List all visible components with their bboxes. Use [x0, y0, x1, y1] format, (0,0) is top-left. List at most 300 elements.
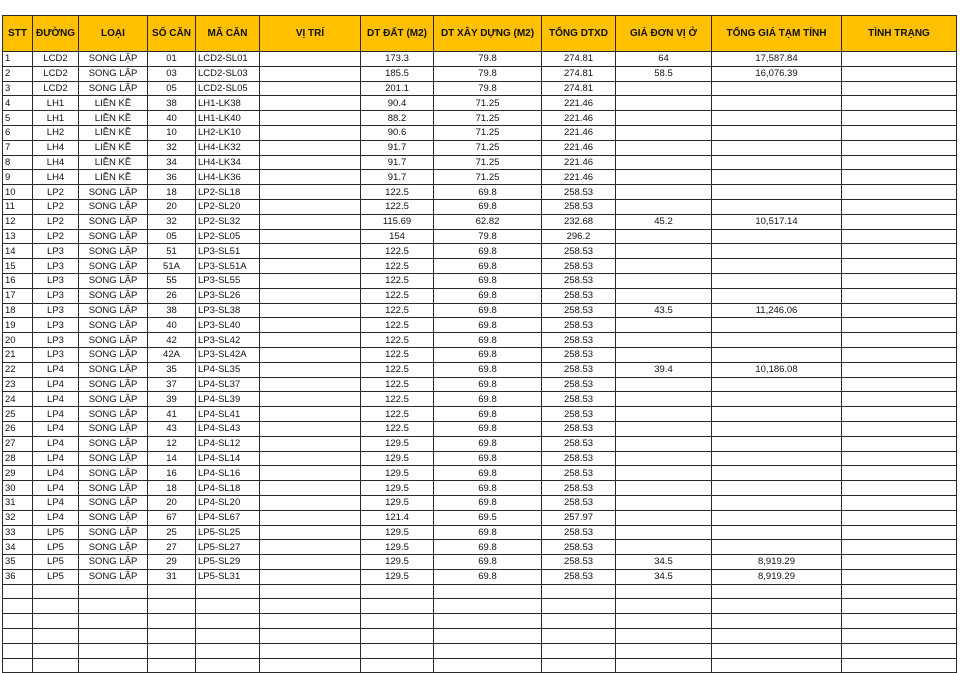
cell-duong: LH1	[33, 96, 79, 111]
cell-tong-dtxd: 258.53	[542, 569, 616, 584]
cell-loai: SONG LẬP	[79, 273, 148, 288]
cell-so-can	[148, 629, 196, 644]
cell-tinh-trang	[842, 629, 957, 644]
cell-tong-dtxd: 258.53	[542, 407, 616, 422]
cell-gia-don-vi	[616, 140, 712, 155]
cell-ma-can: LP5-SL25	[196, 525, 260, 540]
cell-gia-don-vi	[616, 244, 712, 259]
cell-tong-dtxd: 258.53	[542, 273, 616, 288]
cell-ma-can: LH1-LK38	[196, 96, 260, 111]
cell-loai: SONG LẬP	[79, 362, 148, 377]
cell-tong-dtxd: 258.53	[542, 347, 616, 362]
cell-gia-don-vi	[616, 155, 712, 170]
cell-duong	[33, 658, 79, 673]
table-row	[3, 495, 957, 510]
cell-tinh-trang	[842, 421, 957, 436]
cell-dt-xay-dung	[434, 599, 542, 614]
cell-so-can: 36	[148, 170, 196, 185]
cell-dt-dat: 129.5	[361, 451, 434, 466]
cell-duong: LP2	[33, 214, 79, 229]
cell-stt: 31	[3, 495, 33, 510]
table-row	[3, 481, 957, 496]
cell-so-can: 26	[148, 288, 196, 303]
table-row	[3, 259, 957, 274]
cell-gia-don-vi	[616, 125, 712, 140]
table-row	[3, 629, 957, 644]
cell-loai: SONG LẬP	[79, 214, 148, 229]
cell-tong-gia	[712, 599, 842, 614]
cell-tong-dtxd: 258.53	[542, 362, 616, 377]
cell-ma-can	[196, 584, 260, 599]
cell-ma-can: LP3-SL55	[196, 273, 260, 288]
cell-gia-don-vi	[616, 614, 712, 629]
cell-dt-dat: 122.5	[361, 392, 434, 407]
cell-vi-tri	[260, 495, 361, 510]
cell-stt	[3, 629, 33, 644]
cell-tong-dtxd: 221.46	[542, 170, 616, 185]
cell-loai: LIỀN KỀ	[79, 170, 148, 185]
cell-tong-dtxd: 258.53	[542, 525, 616, 540]
cell-tinh-trang	[842, 481, 957, 496]
cell-so-can: 51A	[148, 259, 196, 274]
cell-tong-gia: 8,919.29	[712, 555, 842, 570]
table-row	[3, 96, 957, 111]
cell-tong-gia: 11,246.06	[712, 303, 842, 318]
cell-tong-dtxd: 232.68	[542, 214, 616, 229]
cell-dt-dat: 88.2	[361, 111, 434, 126]
cell-loai	[79, 629, 148, 644]
cell-stt: 23	[3, 377, 33, 392]
cell-vi-tri	[260, 451, 361, 466]
cell-tinh-trang	[842, 52, 957, 67]
cell-gia-don-vi: 45.2	[616, 214, 712, 229]
cell-duong: LP3	[33, 333, 79, 348]
cell-tong-gia	[712, 466, 842, 481]
cell-so-can	[148, 584, 196, 599]
cell-dt-xay-dung: 71.25	[434, 140, 542, 155]
cell-loai: LIỀN KỀ	[79, 140, 148, 155]
cell-tong-gia	[712, 481, 842, 496]
cell-dt-dat: 122.5	[361, 362, 434, 377]
cell-loai	[79, 658, 148, 673]
cell-stt: 15	[3, 259, 33, 274]
cell-tong-gia	[712, 333, 842, 348]
cell-duong: LCD2	[33, 66, 79, 81]
cell-stt: 26	[3, 421, 33, 436]
cell-tong-gia	[712, 451, 842, 466]
cell-stt: 8	[3, 155, 33, 170]
cell-stt: 9	[3, 170, 33, 185]
cell-tinh-trang	[842, 584, 957, 599]
cell-vi-tri	[260, 436, 361, 451]
cell-dt-xay-dung: 69.8	[434, 495, 542, 510]
table-row	[3, 81, 957, 96]
cell-so-can: 27	[148, 540, 196, 555]
cell-so-can: 16	[148, 466, 196, 481]
cell-vi-tri	[260, 658, 361, 673]
cell-tong-gia	[712, 643, 842, 658]
table-row	[3, 229, 957, 244]
cell-duong: LP4	[33, 421, 79, 436]
cell-loai: SONG LẬP	[79, 347, 148, 362]
cell-dt-xay-dung: 69.8	[434, 451, 542, 466]
cell-tong-gia	[712, 155, 842, 170]
cell-dt-dat: 129.5	[361, 466, 434, 481]
cell-vi-tri	[260, 273, 361, 288]
cell-loai: SONG LẬP	[79, 259, 148, 274]
cell-vi-tri	[260, 347, 361, 362]
cell-loai: SONG LẬP	[79, 392, 148, 407]
cell-stt: 13	[3, 229, 33, 244]
cell-dt-xay-dung	[434, 629, 542, 644]
cell-tong-gia	[712, 421, 842, 436]
cell-ma-can: LP5-SL29	[196, 555, 260, 570]
cell-tinh-trang	[842, 495, 957, 510]
cell-duong: LP4	[33, 436, 79, 451]
cell-loai: SONG LẬP	[79, 436, 148, 451]
cell-dt-xay-dung: 71.25	[434, 155, 542, 170]
cell-duong: LH4	[33, 140, 79, 155]
cell-stt: 5	[3, 111, 33, 126]
cell-gia-don-vi: 64	[616, 52, 712, 67]
cell-tong-gia	[712, 111, 842, 126]
cell-dt-xay-dung: 69.8	[434, 436, 542, 451]
cell-duong: LP4	[33, 495, 79, 510]
cell-tong-dtxd: 258.53	[542, 466, 616, 481]
cell-ma-can: LCD2-SL03	[196, 66, 260, 81]
cell-ma-can: LP3-SL40	[196, 318, 260, 333]
cell-tong-dtxd	[542, 629, 616, 644]
cell-gia-don-vi	[616, 451, 712, 466]
cell-tong-dtxd: 258.53	[542, 481, 616, 496]
cell-dt-xay-dung: 71.25	[434, 170, 542, 185]
table-row	[3, 111, 957, 126]
cell-tinh-trang	[842, 614, 957, 629]
cell-stt: 4	[3, 96, 33, 111]
cell-dt-xay-dung: 79.8	[434, 229, 542, 244]
cell-vi-tri	[260, 421, 361, 436]
cell-loai: SONG LẬP	[79, 303, 148, 318]
cell-stt: 16	[3, 273, 33, 288]
table-row	[3, 362, 957, 377]
cell-gia-don-vi	[616, 111, 712, 126]
cell-stt: 21	[3, 347, 33, 362]
cell-tong-dtxd: 258.53	[542, 199, 616, 214]
cell-stt: 10	[3, 185, 33, 200]
cell-dt-xay-dung: 69.8	[434, 525, 542, 540]
cell-tong-gia	[712, 244, 842, 259]
cell-tong-dtxd: 221.46	[542, 111, 616, 126]
cell-dt-dat: 115.69	[361, 214, 434, 229]
cell-stt: 25	[3, 407, 33, 422]
cell-duong: LH2	[33, 125, 79, 140]
cell-ma-can: LH2-LK10	[196, 125, 260, 140]
table-row	[3, 407, 957, 422]
cell-dt-xay-dung: 71.25	[434, 96, 542, 111]
cell-dt-xay-dung: 69.8	[434, 288, 542, 303]
header-gia-don-vi: GIÁ ĐƠN VỊ Ở	[616, 16, 712, 52]
table-row	[3, 451, 957, 466]
cell-tong-gia	[712, 525, 842, 540]
cell-gia-don-vi	[616, 658, 712, 673]
cell-dt-xay-dung: 79.8	[434, 81, 542, 96]
cell-vi-tri	[260, 540, 361, 555]
cell-tong-gia	[712, 259, 842, 274]
cell-vi-tri	[260, 111, 361, 126]
cell-dt-dat	[361, 599, 434, 614]
cell-dt-dat	[361, 643, 434, 658]
cell-stt: 7	[3, 140, 33, 155]
cell-tong-gia	[712, 288, 842, 303]
cell-dt-dat: 129.5	[361, 525, 434, 540]
cell-ma-can: LCD2-SL05	[196, 81, 260, 96]
cell-tinh-trang	[842, 81, 957, 96]
cell-ma-can: LH4-LK32	[196, 140, 260, 155]
cell-duong	[33, 614, 79, 629]
cell-duong: LP4	[33, 392, 79, 407]
header-tong-gia: TỔNG GIÁ TẠM TÍNH	[712, 16, 842, 52]
cell-dt-xay-dung: 69.8	[434, 466, 542, 481]
cell-so-can: 32	[148, 140, 196, 155]
cell-gia-don-vi	[616, 407, 712, 422]
cell-duong: LCD2	[33, 52, 79, 67]
cell-tong-gia	[712, 407, 842, 422]
cell-loai: SONG LẬP	[79, 81, 148, 96]
header-tinh-trang: TÌNH TRẠNG	[842, 16, 957, 52]
cell-tong-dtxd: 258.53	[542, 436, 616, 451]
cell-gia-don-vi	[616, 81, 712, 96]
cell-vi-tri	[260, 481, 361, 496]
cell-so-can: 35	[148, 362, 196, 377]
table-row	[3, 244, 957, 259]
cell-loai: SONG LẬP	[79, 288, 148, 303]
cell-dt-xay-dung: 69.8	[434, 244, 542, 259]
cell-tinh-trang	[842, 333, 957, 348]
cell-tong-dtxd: 258.53	[542, 318, 616, 333]
cell-vi-tri	[260, 333, 361, 348]
cell-gia-don-vi	[616, 273, 712, 288]
cell-duong: LP3	[33, 288, 79, 303]
cell-tinh-trang	[842, 244, 957, 259]
table-row	[3, 421, 957, 436]
cell-so-can	[148, 643, 196, 658]
cell-ma-can	[196, 599, 260, 614]
cell-dt-xay-dung	[434, 614, 542, 629]
cell-dt-dat: 91.7	[361, 155, 434, 170]
cell-tinh-trang	[842, 140, 957, 155]
cell-tinh-trang	[842, 185, 957, 200]
cell-tinh-trang	[842, 658, 957, 673]
cell-vi-tri	[260, 362, 361, 377]
cell-stt: 33	[3, 525, 33, 540]
cell-loai: SONG LẬP	[79, 244, 148, 259]
cell-dt-xay-dung: 69.8	[434, 347, 542, 362]
cell-duong: LH4	[33, 155, 79, 170]
cell-stt: 24	[3, 392, 33, 407]
cell-tinh-trang	[842, 436, 957, 451]
cell-ma-can: LP4-SL20	[196, 495, 260, 510]
cell-stt: 22	[3, 362, 33, 377]
cell-tinh-trang	[842, 229, 957, 244]
cell-duong: LP3	[33, 273, 79, 288]
table-row	[3, 318, 957, 333]
cell-so-can: 10	[148, 125, 196, 140]
cell-ma-can: LP4-SL39	[196, 392, 260, 407]
cell-so-can: 05	[148, 229, 196, 244]
cell-dt-dat: 122.5	[361, 185, 434, 200]
table-row	[3, 303, 957, 318]
cell-stt: 27	[3, 436, 33, 451]
cell-loai: SONG LẬP	[79, 377, 148, 392]
cell-tong-gia: 10,517.14	[712, 214, 842, 229]
cell-dt-dat: 122.5	[361, 288, 434, 303]
cell-ma-can: LP4-SL18	[196, 481, 260, 496]
cell-loai: SONG LẬP	[79, 66, 148, 81]
cell-duong: LP4	[33, 377, 79, 392]
cell-tong-dtxd: 258.53	[542, 288, 616, 303]
cell-vi-tri	[260, 125, 361, 140]
table-row	[3, 658, 957, 673]
cell-so-can: 32	[148, 214, 196, 229]
cell-dt-dat: 154	[361, 229, 434, 244]
cell-tinh-trang	[842, 555, 957, 570]
cell-tong-dtxd	[542, 658, 616, 673]
cell-duong: LP5	[33, 525, 79, 540]
cell-tong-gia: 10,186.08	[712, 362, 842, 377]
cell-tong-dtxd: 274.81	[542, 52, 616, 67]
cell-vi-tri	[260, 155, 361, 170]
cell-vi-tri	[260, 584, 361, 599]
cell-duong: LP3	[33, 318, 79, 333]
cell-ma-can: LP4-SL14	[196, 451, 260, 466]
cell-ma-can: LP3-SL38	[196, 303, 260, 318]
cell-tinh-trang	[842, 259, 957, 274]
cell-vi-tri	[260, 392, 361, 407]
cell-so-can: 20	[148, 199, 196, 214]
cell-vi-tri	[260, 466, 361, 481]
cell-vi-tri	[260, 614, 361, 629]
units-table	[2, 15, 957, 673]
cell-tong-dtxd: 221.46	[542, 155, 616, 170]
cell-vi-tri	[260, 229, 361, 244]
cell-dt-xay-dung	[434, 584, 542, 599]
cell-tong-dtxd: 258.53	[542, 333, 616, 348]
table-row	[3, 155, 957, 170]
cell-tong-gia	[712, 318, 842, 333]
cell-duong: LP5	[33, 569, 79, 584]
cell-stt: 18	[3, 303, 33, 318]
cell-so-can: 34	[148, 155, 196, 170]
cell-vi-tri	[260, 244, 361, 259]
cell-dt-dat: 122.5	[361, 259, 434, 274]
cell-duong: LP3	[33, 259, 79, 274]
cell-dt-xay-dung: 69.8	[434, 540, 542, 555]
header-row	[3, 16, 957, 52]
cell-loai: SONG LẬP	[79, 451, 148, 466]
cell-dt-xay-dung: 69.8	[434, 318, 542, 333]
cell-vi-tri	[260, 555, 361, 570]
cell-loai: SONG LẬP	[79, 52, 148, 67]
cell-vi-tri	[260, 288, 361, 303]
table-row	[3, 140, 957, 155]
cell-vi-tri	[260, 569, 361, 584]
cell-so-can: 41	[148, 407, 196, 422]
cell-duong: LCD2	[33, 81, 79, 96]
cell-dt-xay-dung: 71.25	[434, 111, 542, 126]
cell-ma-can: LP4-SL41	[196, 407, 260, 422]
cell-gia-don-vi	[616, 392, 712, 407]
cell-dt-dat: 122.5	[361, 273, 434, 288]
cell-ma-can: LP4-SL37	[196, 377, 260, 392]
cell-dt-dat: 90.4	[361, 96, 434, 111]
table-row	[3, 66, 957, 81]
cell-stt: 2	[3, 66, 33, 81]
cell-tong-dtxd: 221.46	[542, 96, 616, 111]
cell-dt-dat	[361, 614, 434, 629]
cell-vi-tri	[260, 199, 361, 214]
cell-loai: SONG LẬP	[79, 185, 148, 200]
cell-tinh-trang	[842, 125, 957, 140]
cell-vi-tri	[260, 407, 361, 422]
cell-loai: SONG LẬP	[79, 407, 148, 422]
table-row	[3, 569, 957, 584]
cell-tong-gia	[712, 273, 842, 288]
cell-vi-tri	[260, 185, 361, 200]
header-so-can: SỐ CĂN	[148, 16, 196, 52]
cell-ma-can	[196, 643, 260, 658]
cell-so-can: 42A	[148, 347, 196, 362]
cell-tong-dtxd: 274.81	[542, 66, 616, 81]
cell-gia-don-vi	[616, 540, 712, 555]
cell-tong-gia	[712, 199, 842, 214]
cell-loai: SONG LẬP	[79, 555, 148, 570]
cell-stt: 12	[3, 214, 33, 229]
cell-ma-can: LP3-SL42A	[196, 347, 260, 362]
cell-dt-dat: 122.5	[361, 333, 434, 348]
cell-so-can: 18	[148, 185, 196, 200]
cell-tong-gia	[712, 140, 842, 155]
cell-tong-dtxd: 258.53	[542, 244, 616, 259]
cell-ma-can	[196, 658, 260, 673]
cell-stt	[3, 599, 33, 614]
table-row	[3, 614, 957, 629]
cell-ma-can: LH4-LK34	[196, 155, 260, 170]
header-ma-can: MÃ CĂN	[196, 16, 260, 52]
cell-gia-don-vi	[616, 643, 712, 658]
cell-tinh-trang	[842, 199, 957, 214]
cell-so-can: 40	[148, 111, 196, 126]
cell-tinh-trang	[842, 466, 957, 481]
cell-loai: SONG LẬP	[79, 481, 148, 496]
cell-tong-gia	[712, 96, 842, 111]
cell-so-can: 05	[148, 81, 196, 96]
cell-vi-tri	[260, 599, 361, 614]
cell-tong-gia: 8,919.29	[712, 569, 842, 584]
cell-duong	[33, 629, 79, 644]
cell-dt-xay-dung	[434, 643, 542, 658]
cell-vi-tri	[260, 52, 361, 67]
cell-tinh-trang	[842, 288, 957, 303]
cell-tong-dtxd: 221.46	[542, 125, 616, 140]
cell-dt-xay-dung: 69.8	[434, 333, 542, 348]
cell-stt: 32	[3, 510, 33, 525]
cell-tong-gia	[712, 347, 842, 362]
cell-loai: SONG LẬP	[79, 466, 148, 481]
cell-loai: SONG LẬP	[79, 333, 148, 348]
cell-ma-can: LP4-SL35	[196, 362, 260, 377]
cell-stt: 28	[3, 451, 33, 466]
cell-tong-gia	[712, 392, 842, 407]
